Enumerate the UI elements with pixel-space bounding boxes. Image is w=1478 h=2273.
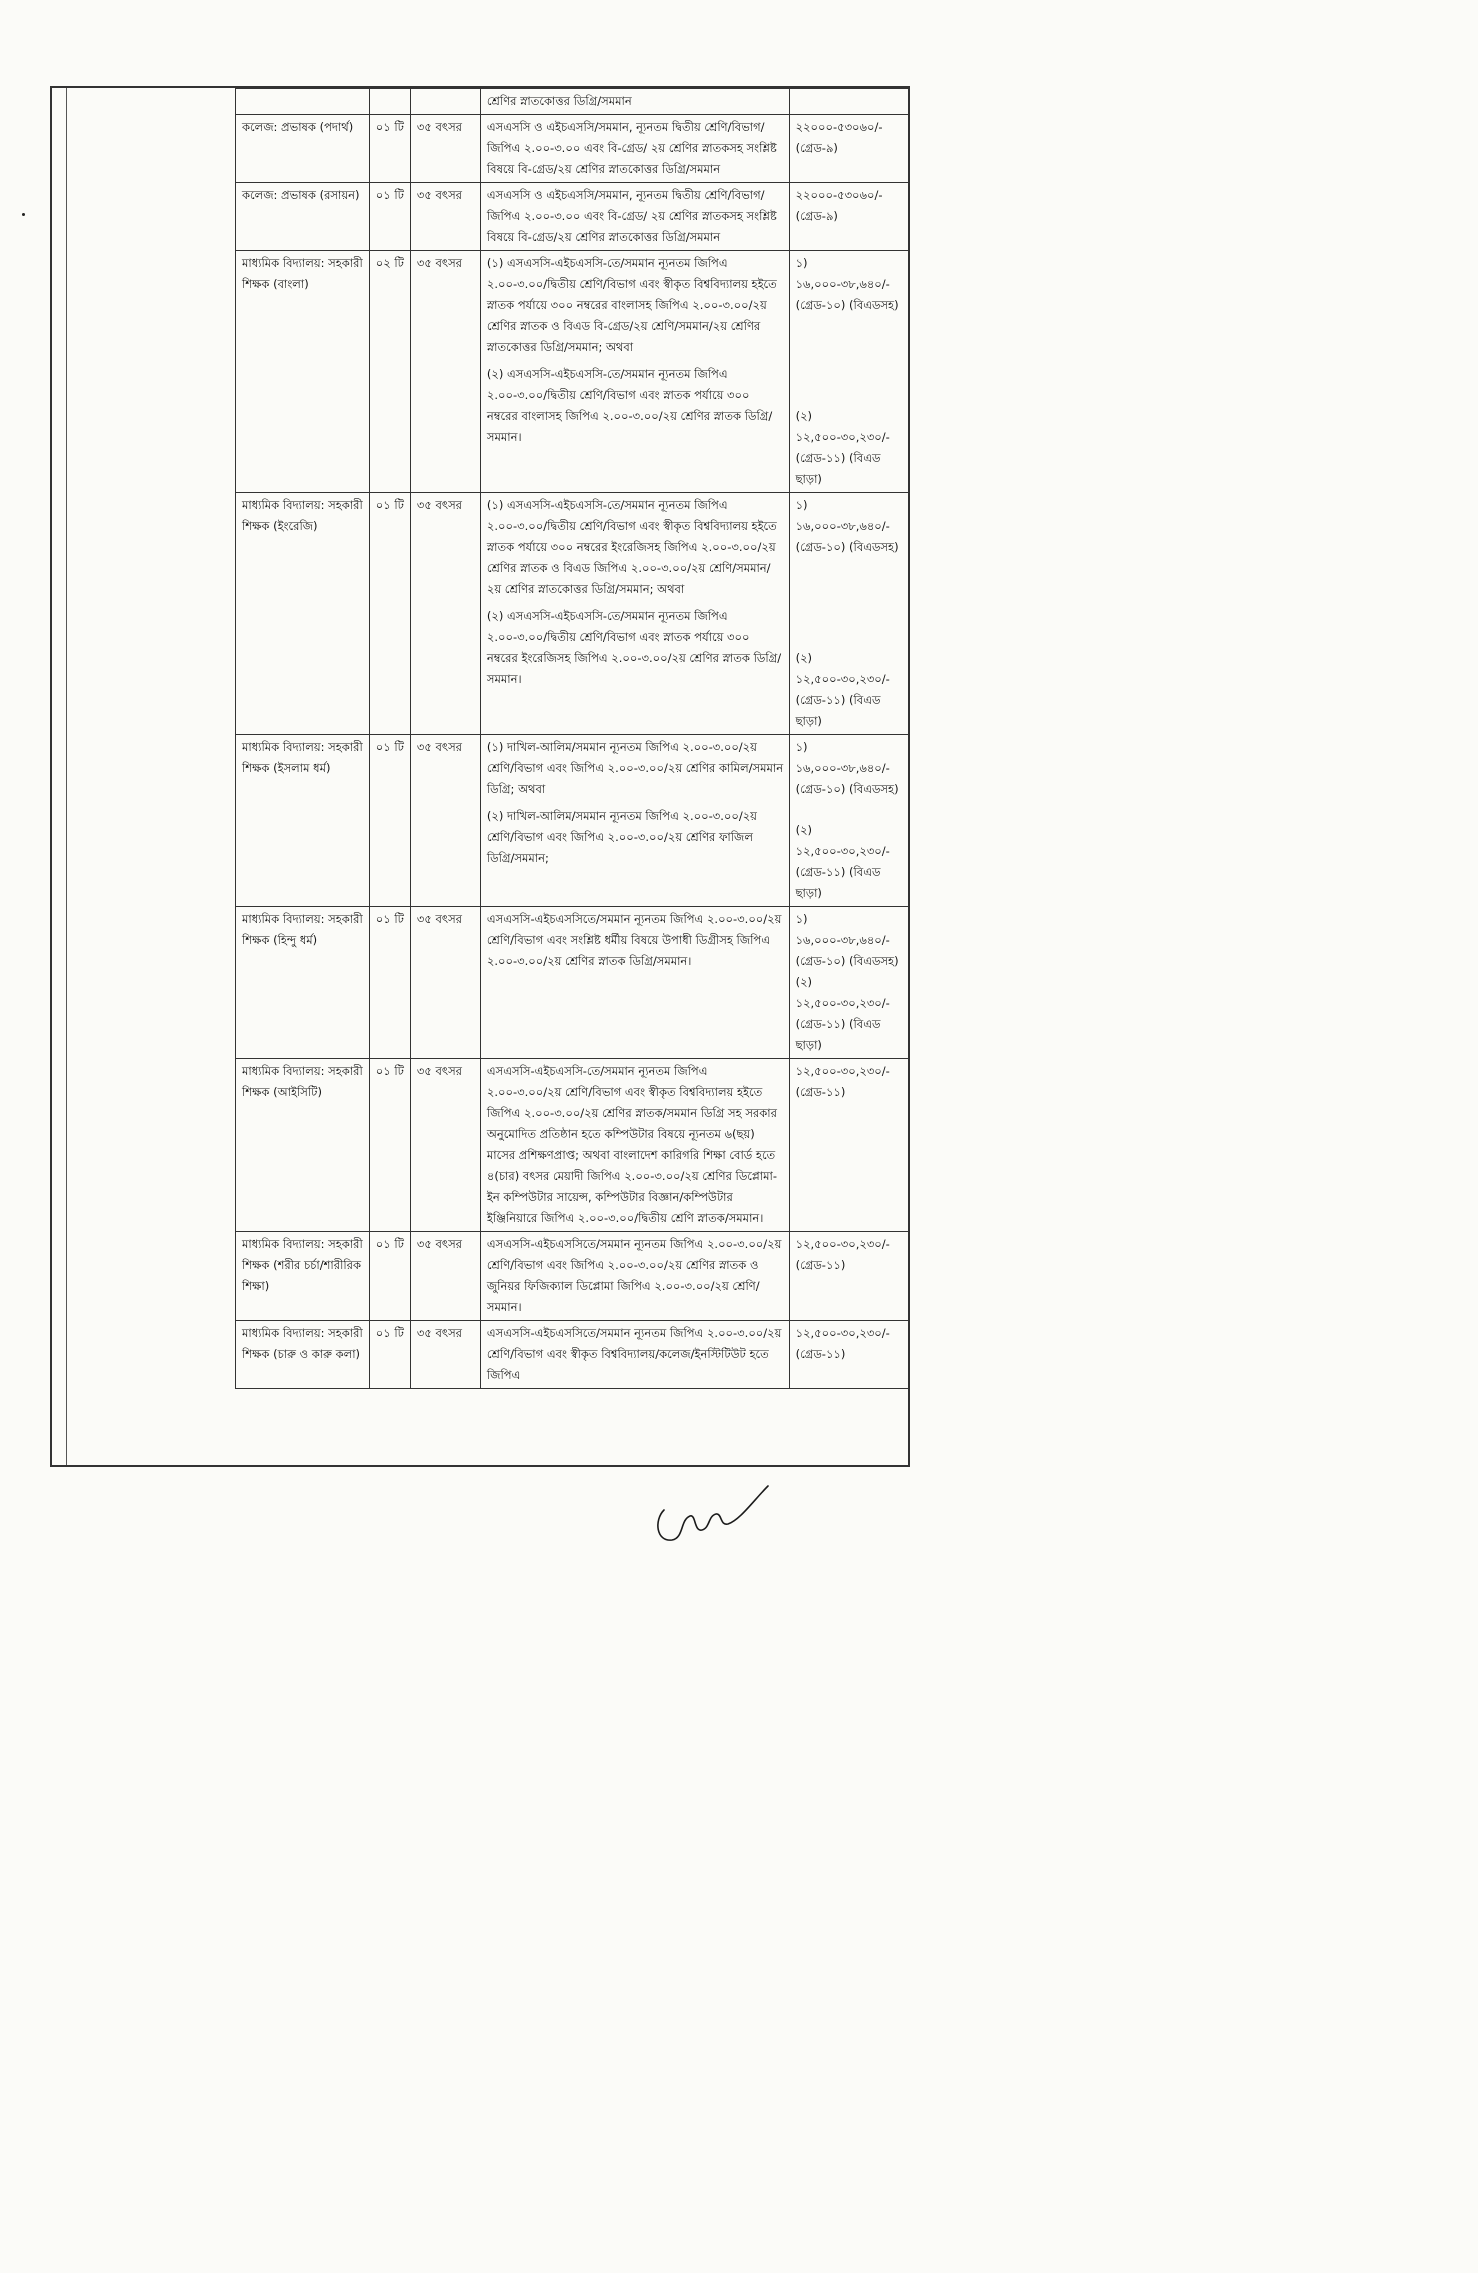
post-cell: মাধ্যমিক বিদ্যালয়: সহকারী শিক্ষক (ইংরেজি) [236,493,370,735]
qualification-option-2: (২) দাখিল-আলিম/সমমান ন্যূনতম জিপিএ ২.০০-৩.০০/২য় শ্রেণি/বিভাগ এবং জিপিএ ২.০০-৩.০০/২য় শ্রেণির ফাজিল ডিগ্রি/সমমান; [486,809,757,865]
count-cell: ০১ টি [369,735,410,907]
scan-speck [22,213,25,216]
handwritten-signature [650,1480,780,1550]
count-cell: ০১ টি [369,115,410,183]
pay-scale-with-bed: ১) ১৬,০০০-৩৮,৬৪০/- (গ্রেড-১০) (বিএডসহ) [795,498,899,554]
pay-scale-with-bed: ১) ১৬,০০০-৩৮,৬৪০/- (গ্রেড-১০) (বিএডসহ) [795,740,899,796]
qualification-cell [480,89,789,115]
qualification-text: এসএসসি-এইচএসসি-তে/সমমান ন্যূনতম জিপিএ ২.০০-৩.০০/২য় শ্রেণি/বিভাগ এবং স্বীকৃত বিশ্ববিদ্যালয় হইতে জিপিএ ২.০০-৩.০০/২য় শ্রেণির স্নাতক/সমমান ডিগ্রি সহ সরকার অনুমোদিত প্রতিষ্ঠান হতে কম্পিউটার বিষয়ে ন্যূনতম ৬(ছয়) মাসের প্রশিক্ষণপ্রাপ্ত; অথবা বাংলাদেশ কারিগরি শিক্ষা বোর্ড হতে ৪(চার) বৎসর মেয়াদী জিপিএ ২.০০-৩.০০/২য় শ্রেণির ডিপ্লোমা-ইন কম্পিউটার সায়েন্স, কম্পিউটার বিজ্ঞান/কম্পিউটার ইঞ্জিনিয়ারে জিপিএ ২.০০-৩.০০/দ্বিতীয় শ্রেণি স্নাতক/সমমান। [486,1064,777,1225]
post-cell: মাধ্যমিক বিদ্যালয়: সহকারী শিক্ষক (শরীর চর্চা/শারীরিক শিক্ষা) [236,1232,370,1321]
age-cell: ৩৫ বৎসর [410,907,480,1059]
age-cell: ৩৫ বৎসর [410,183,480,251]
qualification-option-1: (১) দাখিল-আলিম/সমমান ন্যূনতম জিপিএ ২.০০-৩.০০/২য় শ্রেণি/বিভাগ এবং জিপিএ ২.০০-৩.০০/২য় শ্রেণির কামিল/সমমান ডিগ্রি; অথবা [486,740,784,796]
table-row [236,89,910,115]
qualification-cell [480,907,789,1059]
qualification-option-1: (১) এসএসসি-এইচএসসি-তে/সমমান ন্যূনতম জিপিএ ২.০০-৩.০০/দ্বিতীয় শ্রেণি/বিভাগ এবং স্বীকৃত বিশ্ববিদ্যালয় হইতে স্নাতক পর্যায়ে ৩০০ নম্বরের বাংলাসহ জিপিএ ২.০০-৩.০০/২য় শ্রেণির স্নাতক ও বিএড বি-গ্রেড/২য় শ্রেণি/সমমান/২য় শ্রেণির স্নাতকোত্তর ডিগ্রি/সমমান; অথবা [486,256,777,354]
pay-cell [789,115,909,183]
post-cell: মাধ্যমিক বিদ্যালয়: সহকারী শিক্ষক (হিন্দু ধর্ম) [236,907,370,1059]
table-row [236,1232,910,1321]
post-cell [236,89,370,115]
post-cell: মাধ্যমিক বিদ্যালয়: সহকারী শিক্ষক (ইসলাম ধর্ম) [236,735,370,907]
qualification-cell [480,115,789,183]
qualification-cell [480,1321,789,1389]
pay-cell [789,1321,909,1389]
pay-scale-without-bed: (২) ১২,৫০০-৩০,২৩০/- (গ্রেড-১১) (বিএড ছাড়া) [795,975,890,1052]
age-cell: ৩৫ বৎসর [410,1059,480,1232]
pay-scale: ১২,৫০০-৩০,২৩০/- (গ্রেড-১১) [795,1326,890,1361]
qualification-text: শ্রেণির স্নাতকোত্তর ডিগ্রি/সমমান [486,94,632,108]
age-cell: ৩৫ বৎসর [410,251,480,493]
age-cell: ৩৫ বৎসর [410,1232,480,1321]
pay-cell [789,89,909,115]
table-row [236,115,910,183]
table-row [236,251,910,493]
qualification-option-2: (২) এসএসসি-এইচএসসি-তে/সমমান ন্যূনতম জিপিএ ২.০০-৩.০০/দ্বিতীয় শ্রেণি/বিভাগ এবং স্নাতক পর্যায়ে ৩০০ নম্বরের বাংলাসহ জিপিএ ২.০০-৩.০০/২য় শ্রেণির স্নাতক ডিগ্রি/সমমান। [486,367,773,444]
count-cell [369,89,410,115]
table-row [236,907,910,1059]
pay-scale: ১২,৫০০-৩০,২৩০/- (গ্রেড-১১) [795,1237,890,1272]
qualification-text: এসএসসি ও এইচএসসি/সমমান, ন্যূনতম দ্বিতীয় শ্রেণি/বিভাগ/জিপিএ ২.০০-৩.০০ এবং বি-গ্রেড/ ২য় শ্রেণির স্নাতকসহ সংশ্লিষ্ট বিষয়ে বি-গ্রেড/২য় শ্রেণির স্নাতকোত্তর ডিগ্রি/সমমান [486,188,777,244]
pay-scale-with-bed: ১) ১৬,০০০-৩৮,৬৪০/- (গ্রেড-১০) (বিএডসহ) [795,912,899,968]
post-cell: কলেজ: প্রভাষক (রসায়ন) [236,183,370,251]
table-row [236,183,910,251]
pay-cell [789,493,909,735]
qualification-cell [480,1232,789,1321]
count-cell: ০১ টি [369,1232,410,1321]
pay-scale-without-bed: (২) ১২,৫০০-৩০,২৩০/- (গ্রেড-১১) (বিএড ছাড়া) [795,823,890,900]
table-row [236,1321,910,1389]
qualification-text: এসএসসি-এইচএসসিতে/সমমান ন্যূনতম জিপিএ ২.০০-৩.০০/২য় শ্রেণি/বিভাগ এবং স্বীকৃত বিশ্ববিদ্যালয়/কলেজ/ইনস্টিটিউট হতে জিপিএ [486,1326,782,1382]
qualification-text: এসএসসি-এইচএসসিতে/সমমান ন্যূনতম জিপিএ ২.০০-৩.০০/২য় শ্রেণি/বিভাগ এবং সংশ্লিষ্ট ধর্মীয় বিষয়ে উপাধী ডিগ্রীসহ জিপিএ ২.০০-৩.০০/২য় শ্রেণির স্নাতক ডিগ্রি/সমমান। [486,912,782,968]
count-cell: ০১ টি [369,907,410,1059]
count-cell: ০১ টি [369,493,410,735]
pay-cell [789,1232,909,1321]
count-cell: ০২ টি [369,251,410,493]
age-cell: ৩৫ বৎসর [410,1321,480,1389]
pay-scale-without-bed: (২) ১২,৫০০-৩০,২৩০/- (গ্রেড-১১) (বিএড ছাড়া) [795,651,890,728]
count-cell: ০১ টি [369,183,410,251]
qualification-cell [480,735,789,907]
pay-scale: ১২,৫০০-৩০,২৩০/- (গ্রেড-১১) [795,1064,890,1099]
margin-rule [66,88,67,1465]
pay-scale-without-bed: (২) ১২,৫০০-৩০,২৩০/- (গ্রেড-১১) (বিএড ছাড়া) [795,409,890,486]
qualification-cell [480,183,789,251]
pay-scale-with-bed: ১) ১৬,০০০-৩৮,৬৪০/- (গ্রেড-১০) (বিএডসহ) [795,256,899,312]
qualification-option-1: (১) এসএসসি-এইচএসসি-তে/সমমান ন্যূনতম জিপিএ ২.০০-৩.০০/দ্বিতীয় শ্রেণি/বিভাগ এবং স্বীকৃত বিশ্ববিদ্যালয় হইতে স্নাতক পর্যায়ে ৩০০ নম্বরের ইংরেজিসহ জিপিএ ২.০০-৩.০০/২য় শ্রেণির স্নাতক ও বিএড জিপিএ ২.০০-৩.০০/২য় শ্রেণি/সমমান/২য় শ্রেণির স্নাতকোত্তর ডিগ্রি/সমমান; অথবা [486,498,777,596]
qualification-text: এসএসসি ও এইচএসসি/সমমান, ন্যূনতম দ্বিতীয় শ্রেণি/বিভাগ/জিপিএ ২.০০-৩.০০ এবং বি-গ্রেড/ ২য় শ্রেণির স্নাতকসহ সংশ্লিষ্ট বিষয়ে বি-গ্রেড/২য় শ্রেণির স্নাতকোত্তর ডিগ্রি/সমমান [486,120,777,176]
pay-scale: ২২০০০-৫৩০৬০/- (গ্রেড-৯) [795,120,883,155]
pay-cell [789,907,909,1059]
qualification-cell [480,493,789,735]
age-cell [410,89,480,115]
post-cell: মাধ্যমিক বিদ্যালয়: সহকারী শিক্ষক (আইসিটি) [236,1059,370,1232]
table-row [236,493,910,735]
pay-cell [789,183,909,251]
count-cell: ০১ টি [369,1059,410,1232]
pay-cell [789,1059,909,1232]
vacancy-table [235,88,910,1389]
age-cell: ৩৫ বৎসর [410,493,480,735]
age-cell: ৩৫ বৎসর [410,115,480,183]
table-row [236,1059,910,1232]
pay-scale: ২২০০০-৫৩০৬০/- (গ্রেড-৯) [795,188,883,223]
age-cell: ৩৫ বৎসর [410,735,480,907]
post-cell: কলেজ: প্রভাষক (পদার্থ) [236,115,370,183]
table-row [236,735,910,907]
qualification-text: এসএসসি-এইচএসসিতে/সমমান ন্যূনতম জিপিএ ২.০০-৩.০০/২য় শ্রেণি/বিভাগ এবং জিপিএ ২.০০-৩.০০/২য় শ্রেণির স্নাতক ও জুনিয়র ফিজিক্যাল ডিপ্লোমা জিপিএ ২.০০-৩.০০/২য় শ্রেণি/সমমান। [486,1237,782,1314]
post-cell: মাধ্যমিক বিদ্যালয়: সহকারী শিক্ষক (চারু ও কারু কলা) [236,1321,370,1389]
document-sheet [50,86,910,1467]
qualification-option-2: (২) এসএসসি-এইচএসসি-তে/সমমান ন্যূনতম জিপিএ ২.০০-৩.০০/দ্বিতীয় শ্রেণি/বিভাগ এবং স্নাতক পর্যায়ে ৩০০ নম্বরের ইংরেজিসহ জিপিএ ২.০০-৩.০০/২য় শ্রেণির স্নাতক ডিগ্রি/সমমান। [486,609,782,686]
pay-cell [789,251,909,493]
pay-cell [789,735,909,907]
count-cell: ০১ টি [369,1321,410,1389]
post-cell: মাধ্যমিক বিদ্যালয়: সহকারী শিক্ষক (বাংলা) [236,251,370,493]
qualification-cell [480,1059,789,1232]
qualification-cell [480,251,789,493]
